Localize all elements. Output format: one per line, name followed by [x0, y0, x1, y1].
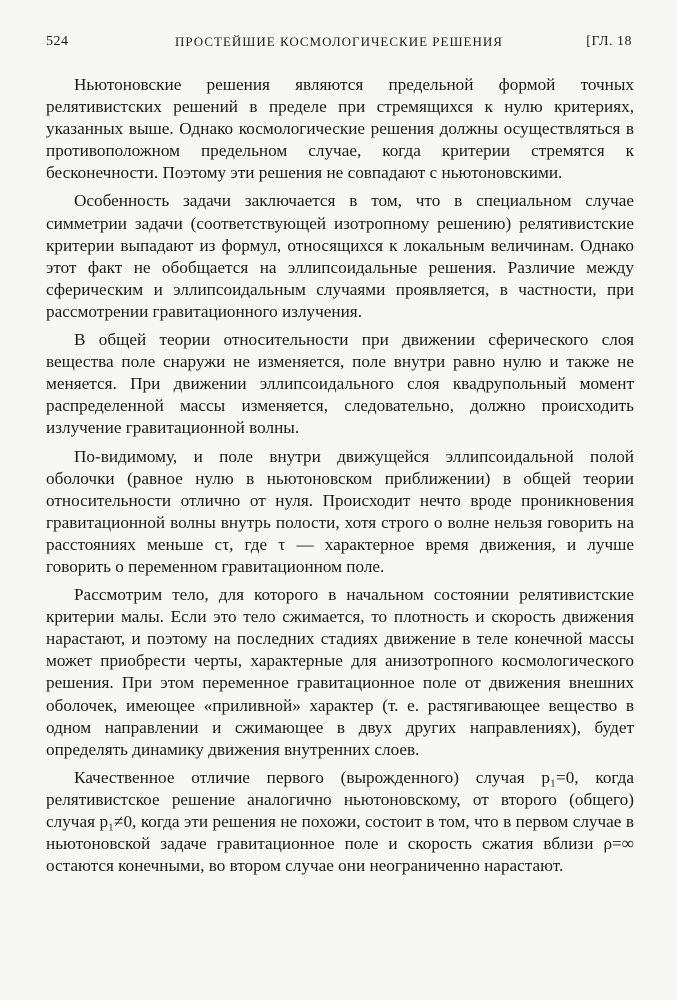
paragraph: В общей теории относительности при движении сферического слоя вещества поле снаружи не изменяется, поле внутри равно нулю и также не меняется. При движении эллипсоидального слоя квадрупольный момент распределенной массы изменяется, следовательно, должно происходить излучение гравитационной волны.: [46, 330, 634, 438]
paragraph: Рассмотрим тело, для которого в начальном состоянии релятивистские критерии малы. Если это тело сжимается, то плотность и скорость движения нарастают, и поэтому на последних стадиях движение в теле конечной массы может приобрести черты, характерные для анизотропного космологического решения. При этом переменное гравитационное поле от движения внешних оболочек, имеющее «приливной» характер (т. е. растягивающее вещество в одном направлении и сжимающее в двух других направлениях), будет определять динамику движения внутренних слоев.: [46, 585, 634, 759]
page-number: 524: [46, 34, 69, 49]
paragraph: Качественное отличие первого (вырожденного) случая p₁=0, когда релятивистское решение аналогично ньютоновскому, от второго (общего) случая p₁≠0, когда эти решения не похожи, состоит в том, что в первом случае в ньютоновской задаче гравитационное поле и скорость сжатия вблизи ρ=∞ остаются конечными, во втором случае они неограниченно нарастают.: [46, 767, 634, 876]
paragraph: Особенность задачи заключается в том, что в специальном случае симметрии задачи (соответствующей изотропному решению) релятивистские критерии выпадают из формул, относящихся к локальным величинам. Однако этот факт не обобщается на эллипсоидальные решения. Различие между сферическим и эллипсоидальным случаями проявляется, в частности, при рассмотрении гравитационного излучения.: [46, 191, 634, 321]
running-title: ПРОСТЕЙШИЕ КОСМОЛОГИЧЕСКИЕ РЕШЕНИЯ: [175, 34, 503, 49]
running-head: [46, 34, 632, 54]
chapter-label: [ГЛ. 18: [586, 34, 632, 49]
paragraph: Ньютоновские решения являются предельной формой точных релятивистских решений в пределе при стремящихся к нулю критериях, указанных выше. Однако космологические решения должны осуществляться в противоположном предельном случае, когда критерии стремятся к бесконечности. Поэтому эти решения не совпадают с ньютоновскими.: [46, 75, 634, 183]
paragraph: По-видимому, и поле внутри движущейся эллипсоидальной полой оболочки (равное нулю в ньютоновском приближении) в общей теории относительности отлично от нуля. Происходит нечто вроде проникновения гравитационной волны внутрь полости, хотя строго о волне нельзя говорить на расстояниях меньше cτ, где τ — характерное время движения, и лучше говорить о переменном гравитационном поле.: [46, 446, 634, 576]
body-text: [46, 74, 634, 877]
